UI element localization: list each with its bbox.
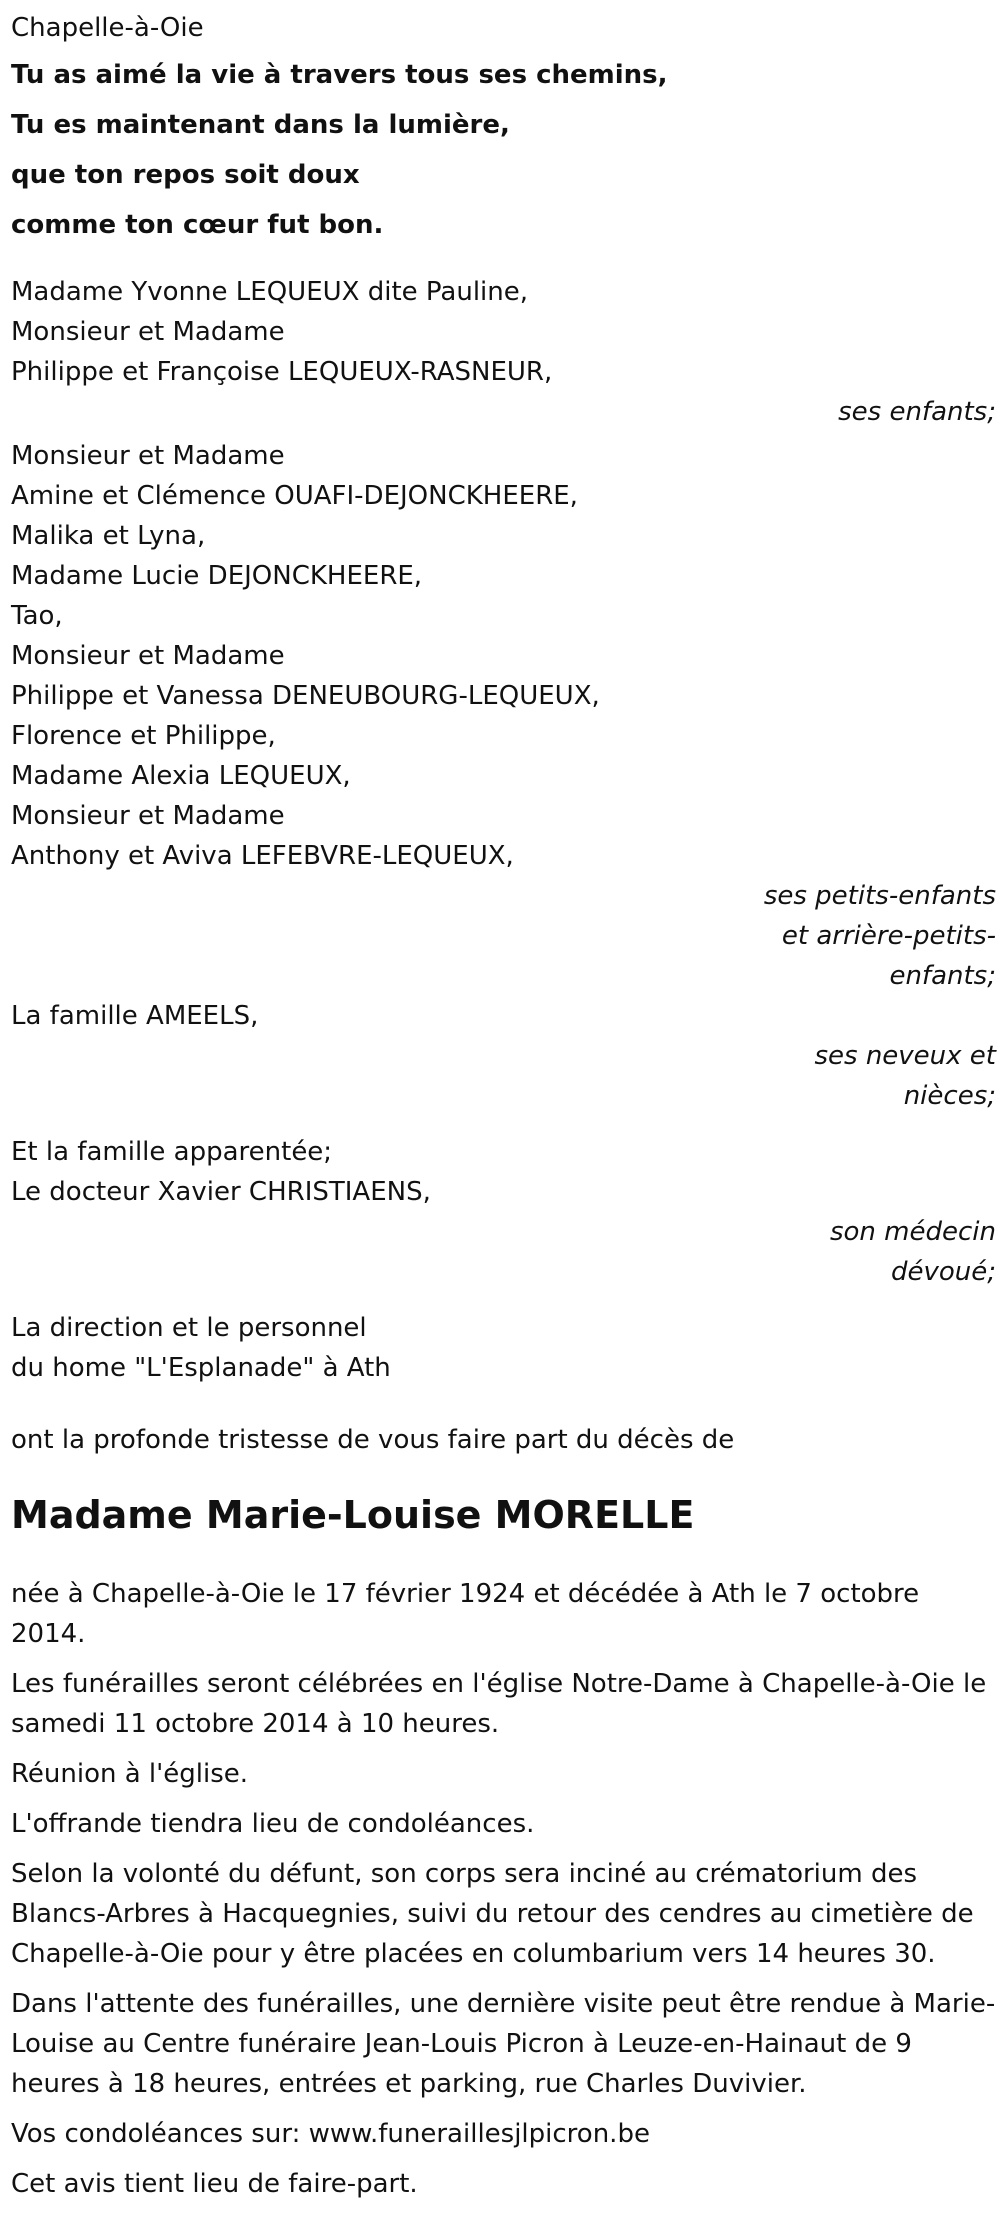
family-group-nephews — [11, 996, 996, 1116]
announcement-text: ont la profonde tristesse de vous faire part du décès de — [11, 1425, 735, 1455]
institution-line: du home "L'Esplanade" à Ath — [11, 1353, 391, 1383]
obituary-notice — [11, 8, 996, 2214]
institution-line: La direction et le personnel — [11, 1313, 367, 1343]
family-line: Monsieur et Madame — [11, 801, 285, 831]
relation-text: ses enfants; — [838, 397, 996, 427]
detail-paragraph: Réunion à l'église. — [11, 1759, 249, 1789]
place-heading: Chapelle-à-Oie — [11, 13, 204, 43]
family-group-children — [11, 272, 996, 432]
detail-paragraph: Dans l'attente des funérailles, une dernière visite peut être rendue à Marie-Louise au Centre funéraire Jean-Louis Picron à Leuze-en-Hainaut de 9 heures à 18 heures, entrées et parking, rue Charles Duvivier. — [11, 1989, 996, 2099]
detail-paragraph: Selon la volonté du défunt, son corps sera inciné au crématorium des Blancs-Arbres à Hacquegnies, suivi du retour des cendres au cimetière de Chapelle-à-Oie pour y être placées en columbarium vers 14 heures 30. — [11, 1859, 974, 1969]
detail-paragraph: Les funérailles seront célébrées en l'église Notre-Dame à Chapelle-à-Oie le samedi 11 octobre 2014 à 10 heures. — [11, 1669, 987, 1739]
family-line: Amine et Clémence OUAFI-DEJONCKHEERE, — [11, 481, 578, 511]
relation-text: ses petits-enfants — [763, 881, 996, 911]
family-line: Philippe et Françoise LEQUEUX-RASNEUR, — [11, 357, 553, 387]
family-line: Florence et Philippe, — [11, 721, 276, 751]
relation-text: et arrière-petits- — [781, 921, 996, 951]
poem-line: Tu as aimé la vie à travers tous ses chemins, — [11, 60, 668, 90]
relation-label — [11, 1212, 996, 1292]
family-group-doctor — [11, 1132, 996, 1292]
family-line: Malika et Lyna, — [11, 521, 206, 551]
family-line: Madame Alexia LEQUEUX, — [11, 761, 351, 791]
family-line: Philippe et Vanessa DENEUBOURG-LEQUEUX, — [11, 681, 600, 711]
poem-line: Tu es maintenant dans la lumière, — [11, 110, 510, 140]
institution-block — [11, 1308, 996, 1388]
family-line: Monsieur et Madame — [11, 317, 285, 347]
relation-label — [11, 392, 996, 432]
relation-label — [11, 876, 996, 996]
relation-text: enfants; — [889, 961, 996, 991]
poem-line: comme ton cœur fut bon. — [11, 210, 384, 240]
relation-text: son médecin — [829, 1217, 996, 1247]
relation-text: ses neveux et — [814, 1041, 996, 1071]
poem-line: que ton repos soit doux — [11, 160, 360, 190]
relation-text: nièces; — [903, 1081, 996, 1111]
detail-paragraph: Cet avis tient lieu de faire-part. — [11, 2169, 418, 2199]
relation-label — [11, 1036, 996, 1116]
family-group-grandchildren — [11, 436, 996, 996]
detail-paragraph: née à Chapelle-à-Oie le 17 février 1924 et décédée à Ath le 7 octobre 2014. — [11, 1579, 920, 1649]
family-line: Tao, — [11, 601, 63, 631]
condolences-link-text: Vos condoléances sur: www.funeraillesjlpicron.be — [11, 2119, 650, 2149]
deceased-name: Madame Marie-Louise MORELLE — [11, 1493, 695, 1537]
poem-block — [11, 50, 996, 250]
family-line: Madame Lucie DEJONCKHEERE, — [11, 561, 423, 591]
family-line: La famille AMEELS, — [11, 1001, 259, 1031]
detail-paragraph: L'offrande tiendra lieu de condoléances. — [11, 1809, 535, 1839]
family-line: Madame Yvonne LEQUEUX dite Pauline, — [11, 277, 529, 307]
family-line: Anthony et Aviva LEFEBVRE-LEQUEUX, — [11, 841, 514, 871]
family-line: Le docteur Xavier CHRISTIAENS, — [11, 1177, 431, 1207]
family-line: Monsieur et Madame — [11, 441, 285, 471]
family-line: Et la famille apparentée; — [11, 1137, 333, 1167]
details-block — [11, 1574, 996, 2204]
relation-text: dévoué; — [890, 1257, 996, 1287]
family-line: Monsieur et Madame — [11, 641, 285, 671]
